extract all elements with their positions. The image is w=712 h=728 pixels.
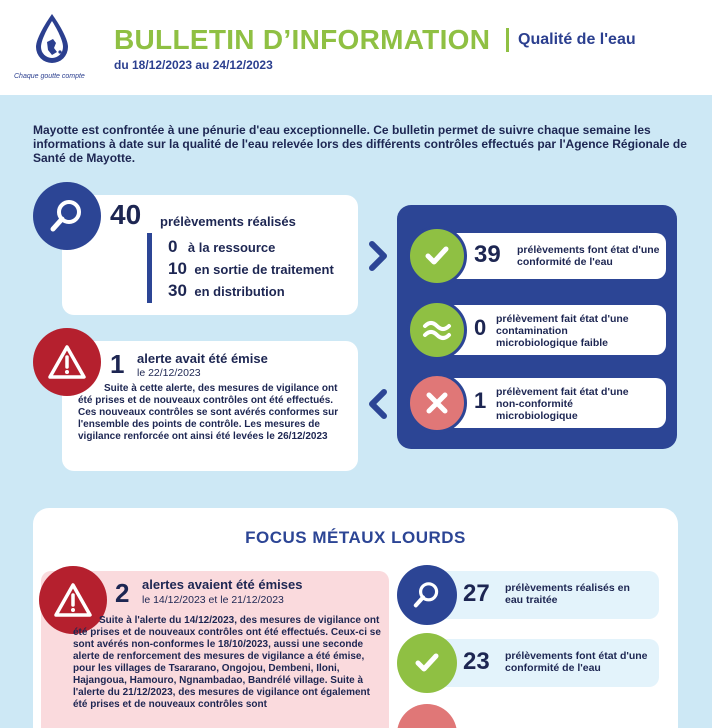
check-circle: [407, 226, 467, 286]
samples-row-value: 30: [168, 281, 187, 300]
check-icon: [422, 241, 452, 271]
focus-title: FOCUS MÉTAUX LOURDS: [245, 528, 466, 547]
approx-wave-icon: [421, 318, 453, 342]
chevron-right-icon: [366, 240, 390, 272]
samples-total-label: prélèvements réalisés: [160, 214, 296, 229]
date-range: du 18/12/2023 au 24/12/2023: [114, 58, 273, 72]
check-icon: [412, 648, 442, 678]
focus-stat-value: 27: [463, 580, 490, 607]
focus-stat-label: prélèvements font état d'une conformité de l'eau: [505, 650, 648, 674]
focus-stat-circle: [397, 565, 457, 625]
focus-stat-label: prélèvements réalisés en eau traitée: [505, 582, 630, 606]
focus-alert-date: le 14/12/2023 et le 21/12/2023: [142, 594, 284, 606]
water-drop-logo-icon: [33, 12, 71, 66]
result-label: prélèvements font état d'une conformité de l'eau: [517, 244, 660, 268]
title-divider: [506, 28, 509, 52]
samples-total: 40: [110, 199, 142, 230]
result-label: prélèvement fait état d'une contamination microbiologique faible: [496, 313, 629, 349]
cross-icon: [424, 390, 450, 416]
focus-alert-value: 2: [115, 578, 130, 608]
warning-icon: [47, 344, 87, 380]
samples-row: [168, 259, 334, 279]
warning-icon: [53, 582, 93, 618]
samples-bar: [147, 233, 152, 303]
focus-stat-circle-partial: [397, 704, 457, 728]
alert-body: Suite à cette alerte, des mesures de vigilance ont été prises et de nouveaux contrôles ont été effectués. Ces nouveaux contrôles se sont avérés conformes sur l'ensemble des points de contrôle. Les mesures de vigilance renforcée ont ainsi été levées le 26/12/2023: [78, 383, 339, 442]
logo-caption: Chaque goutte compte: [14, 73, 85, 80]
result-value: 1: [474, 388, 487, 413]
header: [0, 0, 712, 95]
alert-value: 1: [110, 349, 125, 379]
focus-alert-title: alertes avaient été émises: [142, 577, 303, 592]
page-title: BULLETIN D’INFORMATION: [114, 24, 491, 55]
samples-row: [168, 281, 285, 301]
samples-row-label: en sortie de traitement: [194, 262, 334, 277]
nonconformity-circle: [407, 373, 467, 433]
result-value: 0: [474, 315, 487, 340]
main-content: [0, 95, 712, 728]
focus-stat-value: 23: [463, 648, 490, 675]
samples-circle: [33, 182, 101, 250]
result-label: prélèvement fait état d'une non-conformité microbiologique: [496, 386, 629, 422]
alert-date: le 22/12/2023: [137, 367, 201, 379]
samples-row-label: en distribution: [194, 284, 285, 299]
magnifier-icon: [47, 196, 87, 236]
page-subtitle: Qualité de l'eau: [518, 31, 636, 48]
focus-stat-circle: [397, 633, 457, 693]
focus-section: [33, 508, 678, 728]
focus-alert-body: Suite à l'alerte du 14/12/2023, des mesures de vigilance ont été prises et de nouveaux contrôles ont été effectués. Ceux-ci se sont avérés non-conformes le 18/10/2023, aussi une seconde alerte de renforcement des mesures de vigilance a été émise, pour les villages de Tsararano, Ongojou, Dembeni, Iloni, Hajangoua, Hamouro, Ngnambadao, Bandrélé village. Suite à l'alerte du 21/12/2023, des mesures de vigilance ont également été prises et de nouveaux contrôles sont: [73, 615, 381, 710]
samples-row-value: 10: [168, 259, 187, 278]
samples-row: [168, 237, 275, 257]
magnifier-icon: [411, 579, 443, 611]
samples-row-value: 0: [168, 237, 178, 256]
contamination-circle: [407, 300, 467, 360]
intro-paragraph: Mayotte est confrontée à une pénurie d'eau exceptionnelle. Ce bulletin permet de suivre chaque semaine les informations à date sur la qualité de l'eau relevée lors des différents contrôles effectués par l'Agence Régionale de Santé de Mayotte.: [33, 123, 687, 165]
chevron-left-icon: [366, 388, 390, 420]
alert-title: alerte avait été émise: [137, 351, 268, 366]
samples-row-label: à la ressource: [187, 240, 276, 255]
result-value: 39: [474, 241, 501, 268]
